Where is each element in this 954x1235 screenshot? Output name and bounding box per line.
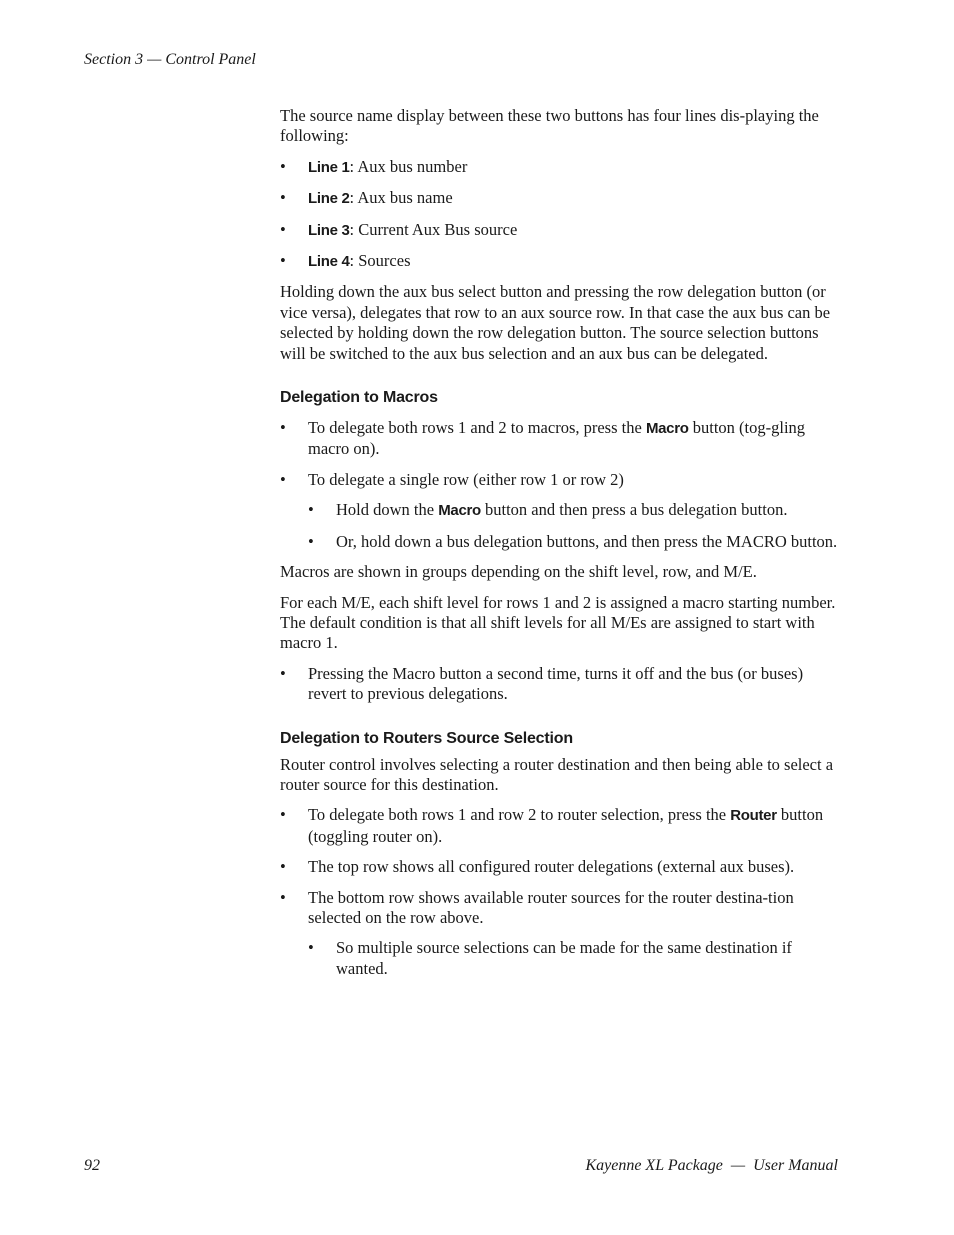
page-body [280,106,840,989]
list-item [280,418,840,460]
line-term: Line 2 [308,190,350,208]
list-item [280,888,840,980]
macros-sublist [308,500,840,552]
macro-term: Macro [438,502,481,520]
sub-list-item: • So multiple source selections can be made for the same destination if wanted. [308,938,840,979]
list-item [280,251,840,272]
line-text: : Aux bus name [349,188,453,208]
aux-bus-paragraph: Holding down the aux bus select button and pressing the row delegation button (or vice versa), delegates that row to an aux source row. In that case the aux bus can be selected by holding down the row delegation button. The source selection buttons will be switched to the aux bus selection and an aux bus can be delegated. [280,282,831,363]
list-item [280,470,840,552]
text: To delegate a single row (either row 1 or row 2) [308,469,624,489]
running-header: Section 3 — Control Panel [84,51,256,68]
routers-heading: Delegation to Routers Source Selection [280,729,573,747]
list-item [280,157,840,178]
routers-list [280,805,840,979]
list-item: • Pressing the Macro button a second time, turns it off and the bus (or buses) revert to previous delegations. [280,664,840,705]
line-text: : Aux bus number [349,156,468,176]
line-term: Line 1 [308,158,350,176]
text: button and then press a bus delegation button. [480,500,788,520]
text: To delegate both rows 1 and 2 to macros, press the [308,418,646,438]
text: button (toggling router on). [308,805,824,846]
list-item [280,188,840,209]
display-lines-list [280,157,840,273]
text: To delegate both rows 1 and row 2 to router selection, press the [308,805,731,825]
router-term: Router [730,807,777,825]
line-term: Line 4 [308,253,350,271]
text: Hold down the [336,500,439,520]
sub-list-item: • Or, hold down a bus delegation buttons, and then press the MACRO button. [308,532,840,552]
text: button (tog-gling macro on). [308,418,806,459]
macros-list [280,418,840,552]
macros-list-2 [280,664,840,705]
macros-default-paragraph: For each M/E, each shift level for rows 1 and 2 is assigned a macro starting number. The default condition is that all shift levels for all M/Es are assigned to start with macro 1. [280,592,836,653]
list-item [280,805,840,847]
routers-paragraph: Router control involves selecting a router destination and then being able to select a router source for this destination. [280,754,834,794]
page-number: 92 [84,1157,100,1174]
text: The bottom row shows available router sources for the router destina-tion selected on the row above. [308,887,794,927]
list-item: • The top row shows all configured router delegations (external aux buses). [280,857,840,877]
macro-term: Macro [645,420,689,438]
line-text: : Sources [349,251,411,271]
list-item [280,220,840,241]
sub-list-item [308,500,840,521]
macros-heading: Delegation to Macros [280,389,438,407]
document-title: Kayenne XL Package — User Manual [585,1157,838,1174]
routers-sublist [308,938,840,979]
line-text: : Current Aux Bus source [349,219,518,239]
line-term: Line 3 [308,221,350,239]
macros-groups-paragraph: Macros are shown in groups depending on the shift level, row, and M/E. [280,562,757,582]
intro-paragraph: The source name display between these two buttons has four lines dis-playing the following: [280,106,819,146]
